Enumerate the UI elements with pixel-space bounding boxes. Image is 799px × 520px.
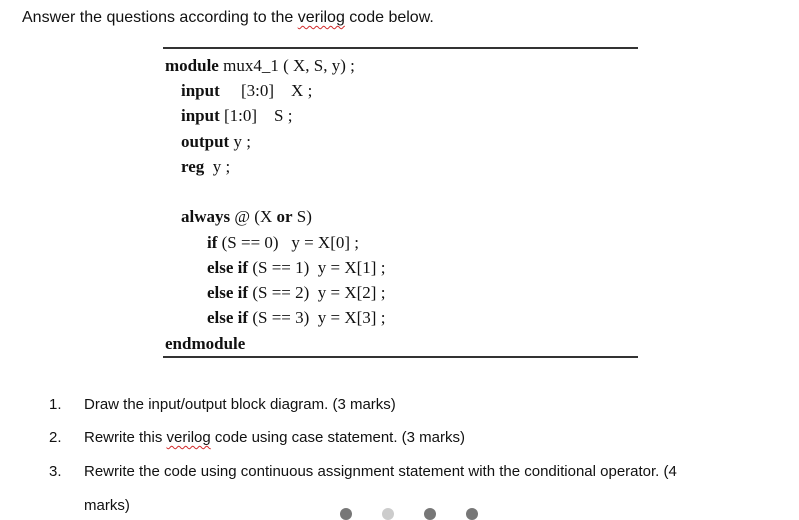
code-line-input-s xyxy=(181,106,292,126)
code-line-output xyxy=(181,132,251,152)
keyword-output: output xyxy=(181,132,230,151)
keyword-always: always xyxy=(181,207,231,226)
code-bottom-rule xyxy=(163,356,638,358)
question-3 xyxy=(49,462,677,482)
input-s-declaration: [1:0] S ; xyxy=(219,106,293,125)
page-dot[interactable] xyxy=(340,508,352,520)
question-number: 1. xyxy=(49,396,62,413)
input-x-declaration: [3:0] X ; xyxy=(219,81,313,100)
reg-declaration: y ; xyxy=(204,157,231,176)
page-dot[interactable] xyxy=(466,508,478,520)
code-line-reg xyxy=(181,157,230,177)
keyword-else-if: else if xyxy=(207,308,249,327)
else-if-condition-3: (S == 3) y = X[3] ; xyxy=(248,308,386,327)
question-text: marks) xyxy=(84,497,130,514)
code-line-else-if-2 xyxy=(207,283,385,303)
question-text: Draw the input/output block diagram. (3 marks) xyxy=(84,396,396,413)
instructions-text-end: code below. xyxy=(344,9,434,26)
question-number: 2. xyxy=(49,429,62,446)
question-3-continuation xyxy=(84,496,130,516)
keyword-input: input xyxy=(181,106,220,125)
keyword-else-if: else if xyxy=(207,283,249,302)
code-line-module xyxy=(165,56,355,76)
question-text: Rewrite the code using continuous assignment statement with the conditional operator. (4 xyxy=(84,463,677,480)
page-dot[interactable] xyxy=(382,508,394,520)
code-line-always xyxy=(181,207,312,227)
keyword-reg: reg xyxy=(181,157,205,176)
output-declaration: y ; xyxy=(229,132,251,151)
question-text-start: Rewrite this xyxy=(84,429,167,446)
keyword-if: if xyxy=(207,233,218,252)
question-text-end: code using case statement. (3 marks) xyxy=(210,429,465,446)
page-dot[interactable] xyxy=(424,508,436,520)
spellcheck-word-verilog: verilog xyxy=(297,9,345,26)
else-if-condition-1: (S == 1) y = X[1] ; xyxy=(248,258,386,277)
question-number: 3. xyxy=(49,463,62,480)
code-line-else-if-1 xyxy=(207,258,385,278)
else-if-condition-2: (S == 2) y = X[2] ; xyxy=(248,283,386,302)
keyword-endmodule: endmodule xyxy=(165,334,246,353)
instructions-text xyxy=(22,8,434,28)
code-line-input-x xyxy=(181,81,312,101)
spellcheck-word-verilog: verilog xyxy=(166,429,211,446)
keyword-else-if: else if xyxy=(207,258,249,277)
keyword-module: module xyxy=(165,56,219,75)
code-top-rule xyxy=(163,47,638,49)
module-signature: mux4_1 ( X, S, y) ; xyxy=(218,56,355,75)
instructions-text-start: Answer the questions according to the xyxy=(22,9,298,26)
if-condition: (S == 0) y = X[0] ; xyxy=(217,233,360,252)
keyword-input: input xyxy=(181,81,220,100)
keyword-or: or xyxy=(276,207,293,226)
always-sensitivity-end: S) xyxy=(292,207,312,226)
question-1 xyxy=(49,395,396,415)
code-line-else-if-3 xyxy=(207,308,385,328)
always-sensitivity-start: @ (X xyxy=(230,207,277,226)
code-line-if xyxy=(207,233,359,253)
question-2 xyxy=(49,428,465,448)
code-line-endmodule xyxy=(165,334,245,354)
